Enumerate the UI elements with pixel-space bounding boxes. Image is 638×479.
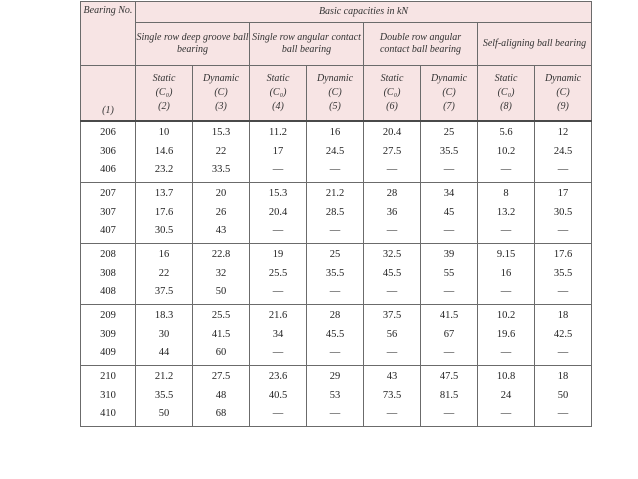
bearing-no-cell xyxy=(81,244,136,305)
bearing-no: 306 xyxy=(100,145,116,157)
capacity-cell xyxy=(535,183,592,244)
capacity-value: 20.4 xyxy=(268,206,288,218)
capacity-value: 16 xyxy=(158,249,170,261)
capacity-value: 16 xyxy=(500,267,512,279)
capacity-value: — xyxy=(557,347,569,359)
capacity-value: 37.5 xyxy=(382,310,402,322)
capacity-value: 32 xyxy=(215,267,227,279)
capacity-value: 39 xyxy=(443,249,455,261)
capacity-cell xyxy=(535,244,592,305)
capacity-value: 24.5 xyxy=(325,145,345,157)
capacity-value: 53 xyxy=(329,389,341,401)
capacity-value: 35.5 xyxy=(439,145,459,157)
capacity-value: 50 xyxy=(215,286,227,298)
subcol-kind: Dynamic xyxy=(430,73,468,84)
capacity-value: 30.5 xyxy=(553,206,573,218)
capacity-value: 24.5 xyxy=(553,145,573,157)
capacity-value: 37.5 xyxy=(154,286,174,298)
subcol-kind: Static xyxy=(266,73,290,84)
capacity-cell xyxy=(421,366,478,427)
capacity-value: 33.5 xyxy=(211,164,231,176)
capacity-value: 15.3 xyxy=(268,188,288,200)
capacity-value: 10.2 xyxy=(496,310,516,322)
capacity-value: 18 xyxy=(557,371,569,383)
capacity-value: — xyxy=(557,286,569,298)
bearing-no: 209 xyxy=(100,310,116,322)
capacity-cell xyxy=(250,183,307,244)
capacity-value: 32.5 xyxy=(382,249,402,261)
capacity-value: 28 xyxy=(329,310,341,322)
capacity-value: 21.2 xyxy=(325,188,345,200)
capacity-value: — xyxy=(443,347,455,359)
subcol-idx: (7) xyxy=(443,101,455,112)
capacity-value: 55 xyxy=(443,267,455,279)
capacity-cell xyxy=(136,244,193,305)
capacity-value: 45.5 xyxy=(382,267,402,279)
capacity-cell xyxy=(193,121,250,183)
capacity-value: 50 xyxy=(158,408,170,420)
capacity-value: 24 xyxy=(500,389,512,401)
capacity-value: 10.8 xyxy=(496,371,516,383)
capacity-cell xyxy=(478,244,535,305)
subcol-idx: (2) xyxy=(158,101,170,112)
capacity-value: 22.8 xyxy=(211,249,231,261)
subcol-sym: (C₀) xyxy=(497,87,515,98)
capacity-value: — xyxy=(329,225,341,237)
capacity-cell xyxy=(250,305,307,366)
bearing-no: 309 xyxy=(100,328,116,340)
table-row xyxy=(81,366,592,427)
subcol-kind: Static xyxy=(380,73,404,84)
capacity-cell xyxy=(193,183,250,244)
subcol-sym: (C) xyxy=(328,87,342,98)
capacity-value: 40.5 xyxy=(268,389,288,401)
bearing-no: 407 xyxy=(100,225,116,237)
capacity-value: 14.6 xyxy=(154,145,174,157)
capacity-value: 45.5 xyxy=(325,328,345,340)
capacity-value: — xyxy=(443,286,455,298)
capacity-value: — xyxy=(272,164,284,176)
capacity-cell xyxy=(478,366,535,427)
capacity-value: 35.5 xyxy=(154,389,174,401)
capacity-value: — xyxy=(329,286,341,298)
capacity-value: — xyxy=(500,164,512,176)
capacity-value: 19 xyxy=(272,249,284,261)
capacity-cell xyxy=(307,366,364,427)
capacity-value: 13.2 xyxy=(496,206,516,218)
subcol-sym: (C₀) xyxy=(155,87,173,98)
capacity-value: 27.5 xyxy=(211,371,231,383)
capacity-value: — xyxy=(386,225,398,237)
capacity-value: 67 xyxy=(443,328,455,340)
capacity-cell xyxy=(193,366,250,427)
capacity-cell xyxy=(364,305,421,366)
capacity-value: — xyxy=(443,164,455,176)
capacity-cell xyxy=(478,121,535,183)
bearing-no: 206 xyxy=(100,127,116,139)
subcol-header-5 xyxy=(307,66,364,122)
capacity-cell xyxy=(250,366,307,427)
capacity-value: 18 xyxy=(557,310,569,322)
capacity-value: 48 xyxy=(215,389,227,401)
capacity-value: — xyxy=(500,408,512,420)
subcol-sym: (C) xyxy=(214,87,228,98)
capacity-value: 68 xyxy=(215,408,227,420)
capacity-cell xyxy=(535,121,592,183)
capacity-value: 17.6 xyxy=(154,206,174,218)
capacity-cell xyxy=(193,244,250,305)
capacity-value: 20 xyxy=(215,188,227,200)
capacity-value: — xyxy=(500,225,512,237)
capacity-cell xyxy=(421,183,478,244)
bearing-no: 308 xyxy=(100,267,116,279)
basic-capacities-header: Basic capacities in kN xyxy=(136,2,592,23)
capacity-value: 20.4 xyxy=(382,127,402,139)
capacity-value: 13.7 xyxy=(154,188,174,200)
bearing-no: 408 xyxy=(100,286,116,298)
capacity-value: 21.2 xyxy=(154,371,174,383)
capacity-value: 28 xyxy=(386,188,398,200)
capacity-value: 41.5 xyxy=(439,310,459,322)
bearing-no: 208 xyxy=(100,249,116,261)
capacity-cell xyxy=(193,305,250,366)
capacity-value: — xyxy=(443,408,455,420)
capacity-cell xyxy=(364,366,421,427)
capacity-value: 17 xyxy=(557,188,569,200)
bearing-no: 207 xyxy=(100,188,116,200)
capacity-value: 25.5 xyxy=(268,267,288,279)
capacity-value: 27.5 xyxy=(382,145,402,157)
capacity-cell xyxy=(307,305,364,366)
capacity-value: 47.5 xyxy=(439,371,459,383)
capacity-value: 12 xyxy=(557,127,569,139)
capacity-value: 36 xyxy=(386,206,398,218)
capacity-value: 23.6 xyxy=(268,371,288,383)
capacity-value: 25 xyxy=(329,249,341,261)
capacity-cell xyxy=(478,183,535,244)
capacity-value: 9.15 xyxy=(496,249,516,261)
capacity-cell xyxy=(364,121,421,183)
bearing-no: 310 xyxy=(100,389,116,401)
table-row xyxy=(81,121,592,183)
bearing-no: 307 xyxy=(100,206,116,218)
subcol-header-8 xyxy=(478,66,535,122)
subcol-header-2 xyxy=(136,66,193,122)
subcol-sym: (C₀) xyxy=(383,87,401,98)
subcol-idx: (4) xyxy=(272,101,284,112)
capacity-value: 10.2 xyxy=(496,145,516,157)
capacity-value: — xyxy=(386,408,398,420)
table-body xyxy=(81,121,592,427)
capacity-value: — xyxy=(500,347,512,359)
capacity-cell xyxy=(421,244,478,305)
capacity-cell xyxy=(307,121,364,183)
table-row xyxy=(81,305,592,366)
capacity-value: — xyxy=(557,225,569,237)
capacity-value: — xyxy=(272,225,284,237)
bearing-no: 406 xyxy=(100,164,116,176)
subcol-idx: (5) xyxy=(329,101,341,112)
capacity-value: 73.5 xyxy=(382,389,402,401)
capacity-value: 42.5 xyxy=(553,328,573,340)
capacity-value: 44 xyxy=(158,347,170,359)
table-row xyxy=(81,183,592,244)
capacity-cell xyxy=(136,121,193,183)
capacity-value: 26 xyxy=(215,206,227,218)
capacity-cell xyxy=(478,305,535,366)
capacity-value: 18.3 xyxy=(154,310,174,322)
capacity-cell xyxy=(364,244,421,305)
group-header-double-row: Double row angular contact ball bearing xyxy=(364,23,478,66)
capacity-value: 28.5 xyxy=(325,206,345,218)
bearing-no-cell xyxy=(81,366,136,427)
capacity-value: 43 xyxy=(386,371,398,383)
capacity-value: 23.2 xyxy=(154,164,174,176)
bearing-no-header: Bearing No. xyxy=(81,2,136,66)
subcol-idx: (8) xyxy=(500,101,512,112)
capacity-cell xyxy=(250,244,307,305)
subcol-sym: (C) xyxy=(442,87,456,98)
capacity-value: 21.6 xyxy=(268,310,288,322)
capacity-value: 5.6 xyxy=(499,127,513,139)
subcol-header-9 xyxy=(535,66,592,122)
capacity-cell xyxy=(136,366,193,427)
subcol-kind: Static xyxy=(152,73,176,84)
bearing-no: 409 xyxy=(100,347,116,359)
capacity-value: — xyxy=(329,164,341,176)
capacity-value: 29 xyxy=(329,371,341,383)
capacity-value: — xyxy=(443,225,455,237)
capacity-value: 34 xyxy=(272,328,284,340)
capacity-value: 19.6 xyxy=(496,328,516,340)
capacity-cell xyxy=(535,305,592,366)
bearing-no-cell xyxy=(81,305,136,366)
subcol-header-6 xyxy=(364,66,421,122)
table-header xyxy=(81,2,592,122)
bearing-no: 410 xyxy=(100,408,116,420)
capacity-value: 15.3 xyxy=(211,127,231,139)
capacity-cell xyxy=(136,305,193,366)
capacity-cell xyxy=(136,183,193,244)
col-index-1: (1) xyxy=(81,66,136,122)
group-header-angular-contact: Single row angular contact ball bearing xyxy=(250,23,364,66)
capacity-value: 45 xyxy=(443,206,455,218)
capacity-cell xyxy=(421,305,478,366)
capacity-cell xyxy=(421,121,478,183)
subcol-kind: Dynamic xyxy=(316,73,354,84)
subcol-header-4 xyxy=(250,66,307,122)
capacity-cell xyxy=(307,244,364,305)
capacity-value: 25 xyxy=(443,127,455,139)
subcol-kind: Static xyxy=(494,73,518,84)
subcolumn-header-row xyxy=(81,66,592,122)
group-header-deep-groove: Single row deep groove ball bearing xyxy=(136,23,250,66)
capacity-value: 60 xyxy=(215,347,227,359)
capacity-value: 35.5 xyxy=(325,267,345,279)
capacity-value: 16 xyxy=(329,127,341,139)
capacity-value: 17 xyxy=(272,145,284,157)
table-row xyxy=(81,244,592,305)
capacity-value: — xyxy=(386,286,398,298)
subcol-idx: (3) xyxy=(215,101,227,112)
capacity-value: 25.5 xyxy=(211,310,231,322)
capacity-value: 50 xyxy=(557,389,569,401)
capacity-cell xyxy=(307,183,364,244)
capacity-value: 30 xyxy=(158,328,170,340)
subcol-header-3 xyxy=(193,66,250,122)
capacity-value: 81.5 xyxy=(439,389,459,401)
capacity-value: 22 xyxy=(215,145,227,157)
capacity-cell xyxy=(250,121,307,183)
capacity-value: — xyxy=(329,347,341,359)
capacity-value: — xyxy=(272,347,284,359)
subcol-sym: (C) xyxy=(556,87,570,98)
bearing-capacity-table-sheet xyxy=(80,1,591,427)
capacity-value: 56 xyxy=(386,328,398,340)
capacity-value: — xyxy=(272,286,284,298)
bearing-capacity-table xyxy=(80,1,592,427)
capacity-value: — xyxy=(272,408,284,420)
bearing-no-cell xyxy=(81,121,136,183)
capacity-value: 41.5 xyxy=(211,328,231,340)
capacity-value: — xyxy=(329,408,341,420)
capacity-value: 10 xyxy=(158,127,170,139)
capacity-cell xyxy=(364,183,421,244)
capacity-value: — xyxy=(557,408,569,420)
capacity-value: — xyxy=(386,164,398,176)
subcol-kind: Dynamic xyxy=(544,73,582,84)
bearing-no: 210 xyxy=(100,371,116,383)
capacity-value: 17.6 xyxy=(553,249,573,261)
capacity-cell xyxy=(535,366,592,427)
capacity-value: 30.5 xyxy=(154,225,174,237)
subcol-idx: (9) xyxy=(557,101,569,112)
capacity-value: 8 xyxy=(503,188,509,200)
capacity-value: 43 xyxy=(215,225,227,237)
subcol-kind: Dynamic xyxy=(202,73,240,84)
capacity-value: — xyxy=(500,286,512,298)
capacity-value: 34 xyxy=(443,188,455,200)
group-header-self-aligning: Self-aligning ball bearing xyxy=(478,23,592,66)
capacity-value: 22 xyxy=(158,267,170,279)
capacity-value: 35.5 xyxy=(553,267,573,279)
subcol-idx: (6) xyxy=(386,101,398,112)
subcol-header-7 xyxy=(421,66,478,122)
bearing-no-cell xyxy=(81,183,136,244)
capacity-value: — xyxy=(557,164,569,176)
capacity-value: — xyxy=(386,347,398,359)
capacity-value: 11.2 xyxy=(269,127,287,139)
subcol-sym: (C₀) xyxy=(269,87,287,98)
